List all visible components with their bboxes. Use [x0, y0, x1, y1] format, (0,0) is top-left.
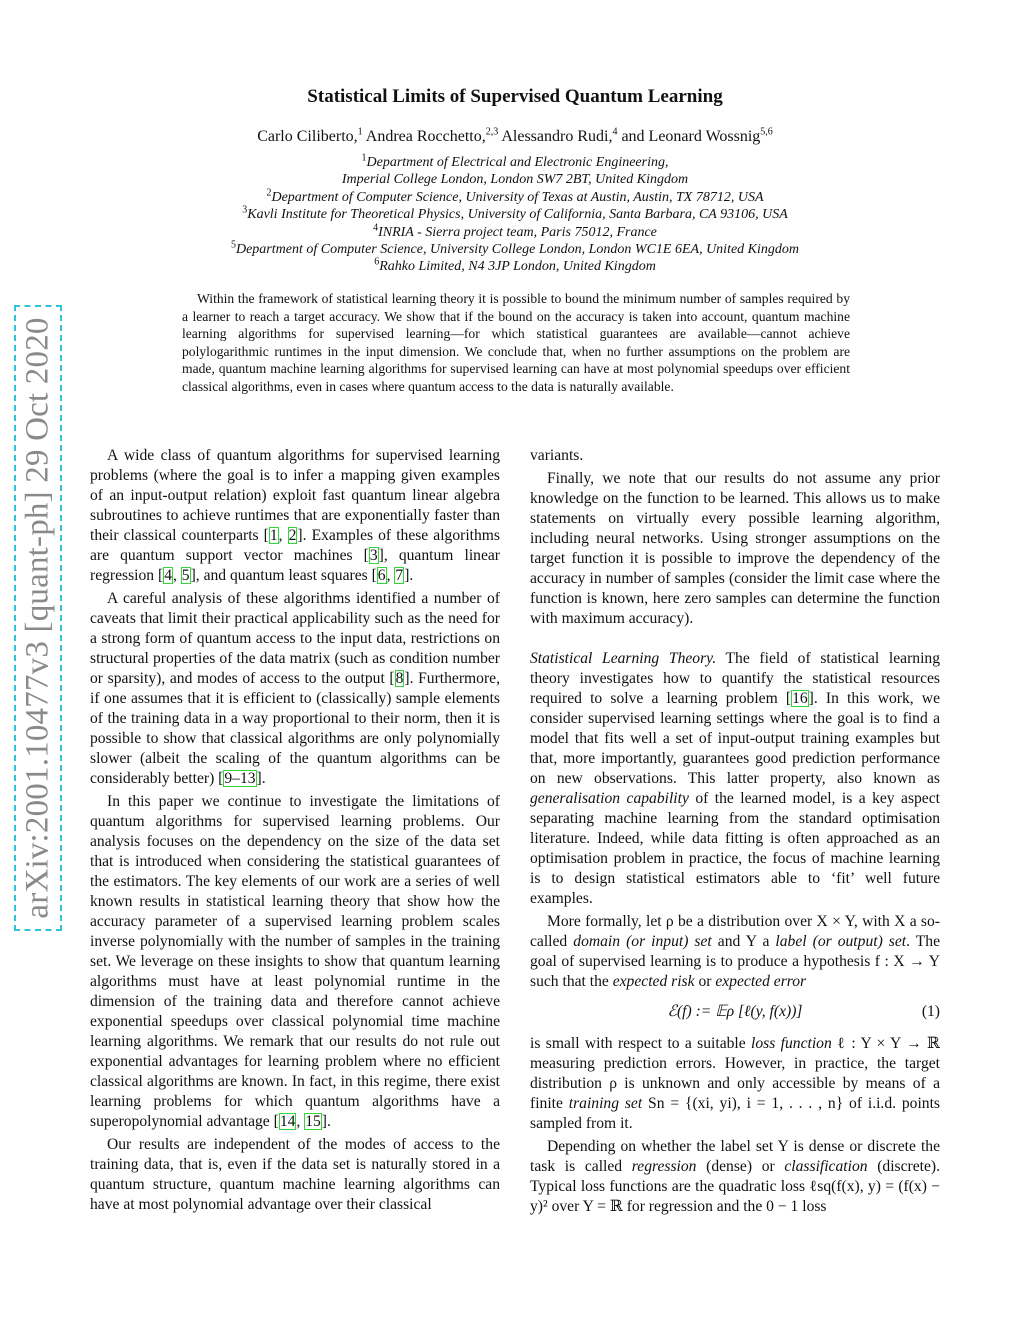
- author-name: Alessandro Rudi,: [501, 128, 613, 145]
- citation-link[interactable]: 15: [305, 1113, 321, 1130]
- citation-link[interactable]: 14: [279, 1113, 296, 1130]
- paragraph: [90, 792, 500, 1132]
- affiliation-text: Imperial College London, London SW7 2BT, United Kingdom: [341, 172, 689, 188]
- author-name: and Leonard Wossnig: [621, 128, 761, 145]
- paragraph: [530, 1034, 940, 1134]
- affiliation-text: INRIA - Sierra project team, Paris 75012, France: [378, 224, 657, 240]
- citation-link[interactable]: 6: [377, 567, 386, 584]
- affiliation-line: [0, 241, 1024, 258]
- paper-title: Statistical Limits of Supervised Quantum Learning: [307, 86, 723, 107]
- citation-link[interactable]: 8: [395, 670, 404, 687]
- text-run: Sn = {(xi, yi), i = 1, . . . , n} of i.i.d. points sampled from it.: [530, 1095, 940, 1132]
- arxiv-identifier: arXiv:2001.10477v3 [quant-ph] 29 Oct 2020: [19, 317, 56, 919]
- emphasis: regression: [631, 1158, 697, 1175]
- text-run: ,: [172, 567, 181, 584]
- author-affiliation-mark: 1: [357, 126, 363, 138]
- right-column: [530, 446, 940, 1220]
- text-run: or: [694, 973, 716, 990]
- affiliation-line: [0, 221, 1024, 241]
- emphasis: expected error: [715, 973, 807, 990]
- text-run: ,: [278, 527, 288, 544]
- section-heading: Statistical Learning Theory.: [530, 650, 717, 667]
- paragraph: [530, 912, 940, 992]
- affiliation-text: Kavli Institute for Theoretical Physics, University of California, Santa Barbara, CA 93106, USA: [247, 207, 788, 223]
- affiliation-text: Rahko Limited, N4 3JP London, United Kingdom: [379, 259, 656, 275]
- equation-body: ℰ(f) := 𝔼ρ [ℓ(y, f(x))]: [667, 1003, 803, 1020]
- text-run: is small with respect to a suitable: [530, 1035, 752, 1052]
- text-run: and Y a: [711, 933, 776, 950]
- emphasis: generalisation capability: [530, 790, 689, 807]
- text-run: Depending on whether the label set Y is dense or discrete the task is called: [530, 1138, 940, 1175]
- paragraph: [90, 589, 500, 789]
- text-run: In this paper we continue to investigate the limitations of quantum algorithms for supervised learning problems. Our analysis focuses on the dependency on the size of the data set that is introduced when considering the statistical guarantees of the estimators. The key elements of our work are a series of well known results in statistical learning theory that show how the accuracy parameter of a supervised learning problem scales inverse polynomially with the number of samples in the training set. We leverage on these insights to show that quantum learning algorithms must have at least polynomial runtime in the dimension of the training data and therefore cannot achieve exponential speedups over classical polynomial time machine learning algorithms. We remark that our results do not rule out exponential advantages for learning problem where no efficient classical algorithms are known. In fact, in this regime, there exist learning problems for which quantum algorithms have a superopolynomial advantage [: [90, 793, 500, 1130]
- citation-link[interactable]: 3: [369, 547, 378, 564]
- emphasis: classification: [784, 1158, 868, 1175]
- paragraph: variants.: [530, 447, 584, 464]
- arxiv-sidebar-stamp: [14, 305, 62, 931]
- emphasis: expected risk: [612, 973, 695, 990]
- text-run: ].: [321, 1113, 331, 1130]
- abstract: Within the framework of statistical learning theory it is possible to bound the minimum number of samples required by a learner to reach a target accuracy. We show that if the bound on the accuracy is taken into account, quantum machine learning algorithms for supervised learning—for which statistical guarantees are available—cannot achieve polylogarithmic runtimes in the input dimension. We conclude that, when no further assumptions on the problem are made, quantum machine learning algorithms for supervised learning can have at most polynomial speedups over efficient classical algorithms, even in cases where quantum access to the data is naturally available.: [182, 291, 850, 394]
- text-run: ], quantum linear regression [: [90, 547, 500, 584]
- text-run: ].: [256, 770, 266, 787]
- author-affiliation-mark: 2,3: [485, 126, 499, 138]
- text-run: (discrete). Typical loss functions are the quadratic loss ℓsq(f(x), y) = (f(x) − y)² over Y = ℝ for regression and the 0 − 1 loss: [530, 1158, 940, 1215]
- affiliation-line: [0, 189, 1024, 206]
- equation-number: (1): [921, 1003, 940, 1020]
- paragraph: Finally, we note that our results do not assume any prior knowledge on the function to be learned. This allows us to make statements on virtually every possible learning algorithm, including neural networks. Using stronger assumptions on the target function it is possible to improve the dependency of the accuracy in number of samples (consider the limit case where the function is known, here zero samples can determine the function with maximum accuracy).: [530, 470, 940, 627]
- text-run: ].: [404, 567, 414, 584]
- text-run: The field of statistical learning theory investigates how to quantify the statistical resources required to solve a learning problem [: [530, 650, 940, 707]
- paragraph: Our results are independent of the modes of access to the training data, that is, even if the data set is naturally stored in a quantum structure, quantum machine learning algorithms can have at most polynomial advantage over their classical: [90, 1136, 500, 1213]
- citation-link[interactable]: 4: [164, 567, 172, 584]
- affiliation-mark: 1: [361, 152, 367, 164]
- text-run: . The goal of supervised learning is to produce a hypothesis f : X → Y such that the: [530, 933, 940, 990]
- affiliation-mark: 5: [230, 239, 236, 251]
- affiliation-line: [0, 171, 1024, 188]
- affiliation-mark: 6: [374, 256, 380, 268]
- emphasis: loss function: [751, 1035, 832, 1052]
- text-run: ,: [296, 1113, 305, 1130]
- text-run: ℓ : Y × Y → ℝ measuring prediction errors. However, in practice, the target distribution ρ is unknown and only accessible by means of a finite: [530, 1035, 940, 1112]
- text-run: ]. In this work, we consider supervised learning settings where the goal is to find a model that fits well a set of input-output training examples but that, more importantly, guarantees good prediction performance on new observations. This latter property, also known as: [530, 690, 940, 787]
- emphasis: training set: [568, 1095, 643, 1112]
- text-run: ,: [386, 567, 395, 584]
- affiliation-line: [0, 154, 1024, 171]
- affiliation-text: Department of Computer Science, University of Texas at Austin, Austin, TX 78712, USA: [271, 189, 764, 205]
- citation-link[interactable]: 7: [395, 567, 404, 584]
- text-run: (dense) or: [696, 1158, 785, 1175]
- text-run: ], and quantum least squares [: [190, 567, 377, 584]
- citation-link[interactable]: 9–13: [224, 770, 256, 787]
- author-name: Andrea Rocchetto,: [365, 128, 486, 145]
- affiliation-line: [0, 258, 1024, 275]
- affiliation-line: [0, 206, 1024, 223]
- paragraph: [530, 649, 940, 909]
- text-run: of the learned model, is a key aspect separating machine learning from the standard optimisation literature. Indeed, while data fitting is often approached as an optimisation problem in practice, the focus of machine learning is to design statistical estimators able to ‘fit’ well future examples.: [530, 790, 940, 907]
- text-run: ]. Examples of these algorithms are quantum support vector machines [: [90, 527, 500, 564]
- citation-link[interactable]: 2: [288, 527, 297, 544]
- text-run: ]. Furthermore, if one assumes that it is efficient to (classically) sample elements of the training data in a way proportional to their norm, then it is possible to show that classical algorithms are only polynomially slower (albeit the scaling of the quantum algorithms can be considerably better) [: [90, 670, 500, 787]
- citation-link[interactable]: 5: [181, 567, 190, 584]
- affiliation-list: [0, 154, 1024, 276]
- paragraph: [90, 446, 500, 586]
- emphasis: label (or output) set: [775, 933, 907, 950]
- affiliation-mark: 4: [373, 221, 379, 233]
- author-affiliation-mark: 5,6: [760, 126, 773, 138]
- affiliation-mark: 2: [266, 187, 272, 199]
- citation-link[interactable]: 1: [269, 527, 278, 544]
- text-run: More formally, let ρ be a distribution over X × Y, with X a so-called: [530, 913, 940, 950]
- affiliation-mark: 3: [242, 204, 248, 216]
- paragraph: [530, 1137, 940, 1217]
- text-run: A careful analysis of these algorithms identified a number of caveats that limit their practical applicability such as the need for a strong form of quantum access to the input data, restrictions on structural properties of the data matrix (such as condition number or sparsity), and modes of access to the output [: [90, 590, 500, 687]
- affiliation-text: Department of Computer Science, University College London, London WC1E 6EA, United Kingdom: [235, 242, 800, 258]
- author-list: [0, 128, 1024, 146]
- text-run: A wide class of quantum algorithms for supervised learning problems (where the goal is to infer a mapping given examples of an input-output relation) exploit fast quantum linear algebra subroutines to achieve runtimes that are exponentially faster than their classical counterparts [: [90, 447, 500, 544]
- equation-1: [530, 1002, 940, 1022]
- author-name: Carlo Ciliberto,: [257, 128, 358, 145]
- left-column: [90, 446, 500, 1218]
- affiliation-text: Department of Electrical and Electronic Engineering,: [366, 155, 669, 170]
- citation-link[interactable]: 16: [792, 690, 808, 707]
- emphasis: domain (or input) set: [573, 933, 712, 950]
- author-affiliation-mark: 4: [612, 126, 618, 138]
